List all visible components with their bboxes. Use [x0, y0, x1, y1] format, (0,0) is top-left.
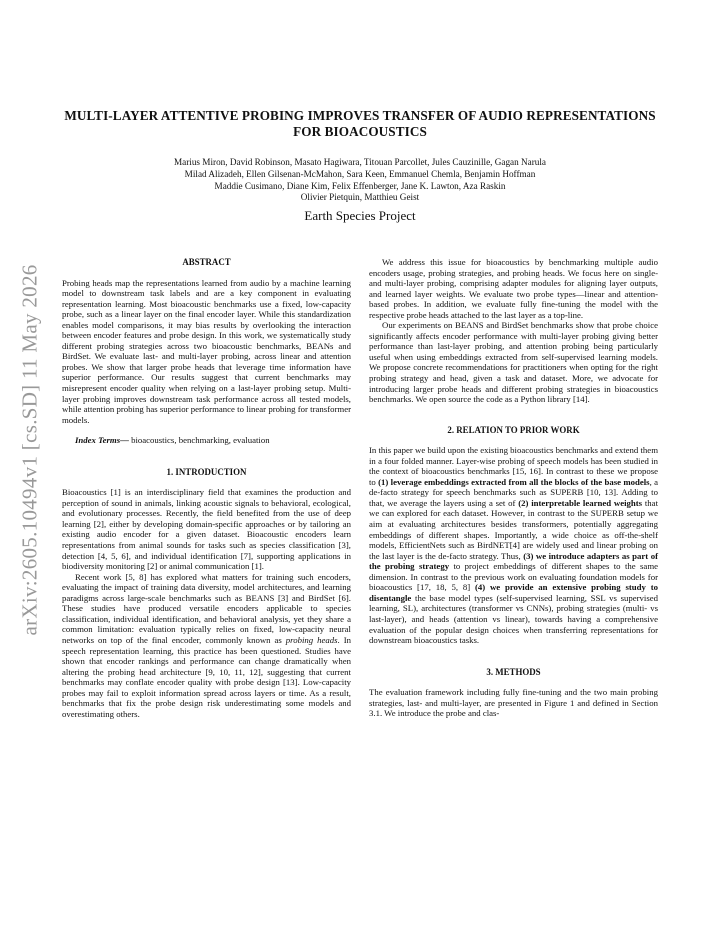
author-line: Olivier Pietquin, Matthieu Geist: [300, 192, 420, 203]
affiliation: Earth Species Project: [304, 208, 416, 223]
related-bold-2: (2) interpretable learned weights: [518, 497, 643, 508]
related-paragraph: [369, 445, 658, 645]
index-terms-dash: —: [120, 435, 129, 446]
related-bold-1: (1) leverage embeddings extracted from all the blocks of the base models: [378, 476, 650, 487]
related-text: that we can explored for each dataset. However, in contrast to the SUPERB setup we aim at evaluating architectures besides transformers, potentially aggregating embeddings of different shapes. Importantly, a wide choice as off-the-shelf models, EfficientNets such as BirdNET[4] are widely used and linear probing on the last layer is the de-facto strategy. Thus,: [369, 497, 658, 561]
related-bold-3: (3) we introduce adapters as part of the probing strategy: [369, 550, 658, 572]
author-list: [60, 157, 660, 204]
author-line: Marius Miron, David Robinson, Masato Hagiwara, Titouan Parcollet, Jules Cauzinille, Gagan Narula: [173, 157, 547, 167]
paper-title: MULTI-LAYER ATTENTIVE PROBING IMPROVES TRANSFER OF AUDIO REPRESENTATIONS FOR BIOACOUSTICS: [64, 108, 656, 139]
index-terms-text: bioacoustics, benchmarking, evaluation: [128, 435, 270, 446]
intro-paragraph-1: Bioacoustics [1] is an interdisciplinary field that examines the production and perception of sound in animals, linking acoustic signals to behavioral, ecological, and evolutionary processes. Recently, the field benefited from the use of deep learning [2], either by developing domain-specific approaches or by tailoring an existing audio encoder for a given dataset. Bioacoustic encoders learn representations from animal sounds for tasks such as species classification [3], detection [4, 5, 6], and individual identification [7], supporting applications in biodiversity monitoring [2] or animal communication [1].: [62, 487, 351, 572]
right-column: [369, 257, 658, 719]
related-bold-4: (4) we provide an extensive probing study to disentangle: [369, 582, 658, 603]
intro-p2-text-cont: . In speech representation learning, this practice has been questioned. Studies have shown that encoder rankings and performance can change dramatically when altering the probing head architecture [9, 10, 11, 12], suggesting that current benchmarks may conflate encoder quality with probe design [13]. Low-capacity probes may fail to exploit information spread across layers or time. As a result, benchmarks that fix the probe design risk underestimating some models and overestimating others.: [62, 634, 351, 719]
intro-continued-paragraph-2: Our experiments on BEANS and BirdSet benchmarks show that probe choice significantly affects encoder performance with multi-layer probing giving better performance than last-layer probing, and attention probing being particularly useful when using embeddings extracted from self-supervised learning models. We propose concrete recommendations for practitioners when opting for the right probing strategy and head, given a task and dataset. More, we advocate for introducing larger probe heads and different probing strategies in bioacoustics benchmarks. We open source the code as a Python library [14].: [369, 320, 658, 405]
related-text: In this paper we build upon the existing bioacoustics benchmarks and extend them in a four folded manner. Layer-wise probing of speech models has been studied in the context of bioacoustics benchmarks [15, 16]. In contrast to these we propose to: [369, 445, 658, 487]
intro-paragraph-2: [62, 572, 351, 720]
related-text: , a de-facto strategy for speech benchmarks such as SUPERB [10, 13]. Adding to that, we average the layers using a set of: [369, 476, 658, 508]
intro-continued-paragraph-1: We address this issue for bioacoustics by benchmarking multiple audio encoders usage, probing strategies, and probing heads. We focus here on single- and multi-layer probing, comprising adapter modules for aligning layer outputs, and learned layer weights. We evaluate two probe types—linear and attention-based probes. In addition, we evaluate fully fine-tuning the model with the respective probe heads attached to the last layer as a top-line.: [369, 257, 658, 320]
methods-heading: 3. METHODS: [486, 666, 541, 677]
index-terms: [62, 435, 351, 446]
left-column: [62, 257, 351, 719]
intro-p2-text: Recent work [5, 8] has explored what matters for training such encoders, evaluating the impact of training data diversity, model architectures, and learning paradigms across large-scale benchmarks such as BEANS [3] and BirdSet [6]. These studies have produced versatile encoders applicable to species classification, individual identification, and behavioral analysis, yet they share a common limitation: evaluation typically relies on fixed, low-capacity neural networks on top of the final encoder, commonly known as: [62, 571, 351, 645]
author-line: Maddie Cusimano, Diane Kim, Felix Effenberger, Jane K. Lawton, Aza Raskin: [214, 180, 506, 191]
index-terms-label: Index Terms: [75, 435, 121, 446]
intro-heading: 1. INTRODUCTION: [166, 466, 247, 477]
related-text: the base model types (self-supervised learning, SSL vs supervised learning, SL), architectures (transformer vs CNNs), probing strategies (multi- vs last-layer), and heads (attention vs linear), towards having a comprehensive evaluation of the popular design choices when transferring representations for downstream bioacoustics tasks.: [369, 592, 658, 646]
author-line: Milad Alizadeh, Ellen Gilsenan-McMahon, Sara Keen, Emmanuel Chemla, Benjamin Hoffman: [184, 168, 536, 179]
arxiv-identifier[interactable]: arXiv:2605.10494v1 [cs.SD] 11 May 2026: [17, 264, 42, 636]
abstract-heading: ABSTRACT: [182, 257, 231, 267]
methods-paragraph: The evaluation framework including fully fine-tuning and the two main probing strategies, last- and multi-layer, are presented in Figure 1 and defined in Section 3.1. We introduce the probe and clas-: [369, 687, 658, 719]
abstract-text: Probing heads map the representations learned from audio by a machine learning model to downstream task labels and are a key component in evaluating representation learning. Most bioacoustic benchmarks use a fixed, low-capacity probe, such as a linear layer on the final encoder layer. While this standardization enables model comparisons, it may bias results by overlooking the interaction between encoder features and probe design. In this work, we systematically study different probing strategies across two bioacoustic benchmarks, BEANs and BirdSet. We evaluate last- and multi-layer probing, across linear and attention probes. We show that larger probe heads that leverage time information have superior performance. Our results suggest that current benchmarks may misrepresent encoder quality when relying on a last-layer probing setup. Multi-layer probing improves downstream task performance across all tested models, while attention probing has superior performance to linear probing for transformer models.: [62, 277, 351, 425]
intro-p2-emphasis: probing heads: [285, 634, 338, 645]
related-text: to project embeddings of different shapes to the same dimension. In contrast to the previous work on evaluating foundation models for bioacoustics [17, 18, 5, 8]: [369, 561, 659, 593]
related-heading: 2. RELATION TO PRIOR WORK: [447, 424, 580, 435]
